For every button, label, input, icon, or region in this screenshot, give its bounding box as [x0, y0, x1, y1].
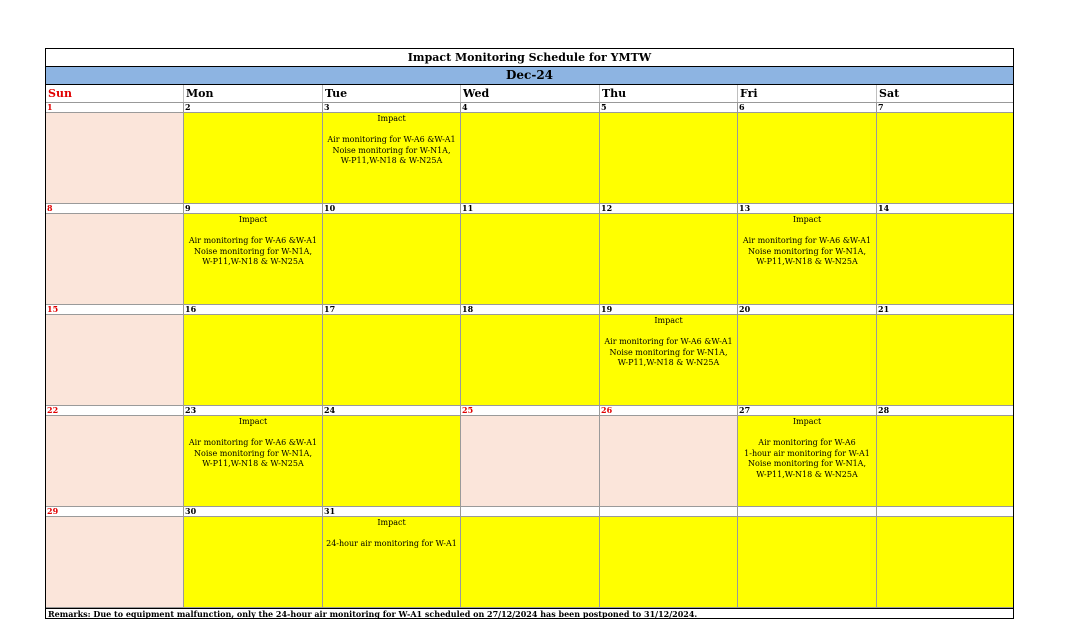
day-cell [184, 305, 323, 406]
day-number: 2 [184, 103, 322, 113]
day-number: 21 [877, 305, 1014, 315]
day-schedule-text [323, 315, 460, 405]
day-number: 8 [46, 204, 183, 214]
day-cell [323, 305, 461, 406]
day-schedule-text [46, 315, 183, 405]
dow-fri: Fri [738, 85, 877, 102]
week-row [46, 305, 1013, 406]
day-schedule-text [46, 416, 183, 506]
day-schedule-text [461, 315, 599, 405]
day-number: 9 [184, 204, 322, 214]
day-schedule-text [184, 517, 322, 607]
day-schedule-text: Impact 24-hour air monitoring for W-A1 [323, 517, 460, 607]
day-cell [184, 406, 323, 507]
day-schedule-text [738, 517, 876, 607]
day-number: 20 [738, 305, 876, 315]
dow-thu: Thu [600, 85, 738, 102]
day-schedule-text [461, 517, 599, 607]
day-cell [738, 507, 877, 608]
day-number: 14 [877, 204, 1014, 214]
day-schedule-text [46, 113, 183, 203]
day-number: 13 [738, 204, 876, 214]
day-cell [184, 507, 323, 608]
day-number: 6 [738, 103, 876, 113]
day-number: 5 [600, 103, 737, 113]
day-number: 25 [461, 406, 599, 416]
day-number: 30 [184, 507, 322, 517]
day-schedule-text [738, 113, 876, 203]
day-cell [461, 406, 600, 507]
day-schedule-text [877, 416, 1014, 506]
day-number: 24 [323, 406, 460, 416]
week-row [46, 406, 1013, 507]
day-schedule-text: Impact Air monitoring for W-A6 1-hour air monitoring for W-A1 Noise monitoring for W-N1A, W-P11,W-N18 & W-N25A [738, 416, 876, 506]
day-schedule-text: Impact Air monitoring for W-A6 &W-A1 Noise monitoring for W-N1A, W-P11,W-N18 & W-N25A [184, 416, 322, 506]
day-schedule-text [46, 517, 183, 607]
day-schedule-text [600, 113, 737, 203]
day-number: 7 [877, 103, 1014, 113]
day-cell [877, 204, 1014, 305]
day-number [738, 507, 876, 517]
day-cell [46, 507, 184, 608]
day-schedule-text [461, 113, 599, 203]
day-cell [323, 406, 461, 507]
day-schedule-text [184, 113, 322, 203]
day-cell [461, 204, 600, 305]
day-schedule-text [461, 214, 599, 304]
day-number: 29 [46, 507, 183, 517]
day-cell [461, 103, 600, 204]
day-number: 4 [461, 103, 599, 113]
day-schedule-text [461, 416, 599, 506]
dow-sat: Sat [879, 87, 900, 100]
day-schedule-text [600, 416, 737, 506]
day-cell [877, 103, 1014, 204]
day-cell [877, 406, 1014, 507]
day-cell [46, 103, 184, 204]
week-row [46, 103, 1013, 204]
day-cell [46, 204, 184, 305]
day-cell [184, 204, 323, 305]
day-cell [600, 406, 738, 507]
day-number: 23 [184, 406, 322, 416]
day-cell [461, 507, 600, 608]
day-number: 10 [323, 204, 460, 214]
day-cell [323, 204, 461, 305]
day-schedule-text [184, 315, 322, 405]
dow-wed: Wed [461, 85, 600, 102]
day-schedule-text [877, 517, 1014, 607]
day-schedule-text [323, 214, 460, 304]
day-number: 3 [323, 103, 460, 113]
day-cell [323, 103, 461, 204]
day-schedule-text: Impact Air monitoring for W-A6 &W-A1 Noise monitoring for W-N1A, W-P11,W-N18 & W-N25A [184, 214, 322, 304]
day-schedule-text [877, 315, 1014, 405]
day-cell [738, 305, 877, 406]
day-number [877, 507, 1014, 517]
day-cell [600, 507, 738, 608]
day-number: 26 [600, 406, 737, 416]
day-cell [461, 305, 600, 406]
day-cell [600, 204, 738, 305]
day-schedule-text [323, 416, 460, 506]
day-number: 11 [461, 204, 599, 214]
day-schedule-text [877, 113, 1014, 203]
day-cell [877, 507, 1014, 608]
day-cell [738, 103, 877, 204]
day-cell [184, 103, 323, 204]
day-schedule-text [738, 315, 876, 405]
day-schedule-text [600, 214, 737, 304]
week-row [46, 507, 1013, 608]
day-cell [738, 204, 877, 305]
day-number: 19 [600, 305, 737, 315]
day-cell [46, 406, 184, 507]
day-of-week-header [46, 85, 1013, 103]
month-header: Dec-24 [46, 67, 1013, 85]
day-number: 27 [738, 406, 876, 416]
day-number [600, 507, 737, 517]
day-cell [738, 406, 877, 507]
day-number: 16 [184, 305, 322, 315]
day-number: 15 [46, 305, 183, 315]
day-schedule-text [877, 214, 1014, 304]
day-number: 28 [877, 406, 1014, 416]
day-number: 18 [461, 305, 599, 315]
day-number [461, 507, 599, 517]
day-schedule-text: Impact Air monitoring for W-A6 &W-A1 Noise monitoring for W-N1A, W-P11,W-N18 & W-N25A [738, 214, 876, 304]
week-row [46, 204, 1013, 305]
day-schedule-text [46, 214, 183, 304]
calendar-weeks [46, 103, 1013, 608]
day-number: 17 [323, 305, 460, 315]
day-cell [600, 103, 738, 204]
day-schedule-text [600, 517, 737, 607]
schedule-sheet [45, 48, 1014, 619]
dow-mon: Mon [184, 85, 323, 102]
day-cell [323, 507, 461, 608]
day-number: 22 [46, 406, 183, 416]
schedule-title: Impact Monitoring Schedule for YMTW [46, 49, 1013, 67]
day-schedule-text: Impact Air monitoring for W-A6 &W-A1 Noise monitoring for W-N1A, W-P11,W-N18 & W-N25A [600, 315, 737, 405]
day-schedule-text: Impact Air monitoring for W-A6 &W-A1 Noise monitoring for W-N1A, W-P11,W-N18 & W-N25A [323, 113, 460, 203]
day-number: 12 [600, 204, 737, 214]
dow-tue: Tue [323, 85, 461, 102]
remarks-note: Remarks: Due to equipment malfunction, only the 24-hour air monitoring for W-A1 scheduled on 27/12/2024 has been postponed to 31/12/2024. [46, 608, 1013, 619]
day-number: 31 [323, 507, 460, 517]
day-cell [600, 305, 738, 406]
dow-sun: Sun [46, 85, 184, 102]
day-cell [46, 305, 184, 406]
day-number: 1 [46, 103, 183, 113]
day-cell [877, 305, 1014, 406]
